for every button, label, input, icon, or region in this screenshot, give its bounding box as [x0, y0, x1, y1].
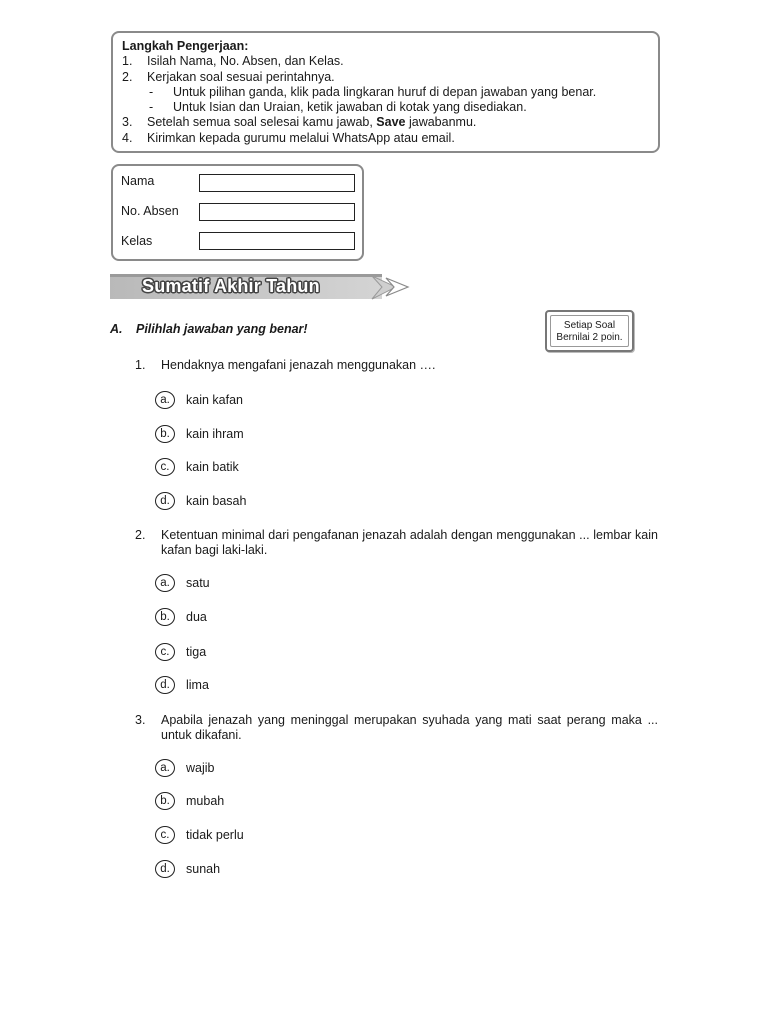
option-letter-circle[interactable]: d.: [155, 676, 175, 694]
option-b[interactable]: [155, 423, 244, 445]
question-number: 2.: [135, 528, 146, 542]
option-letter-circle[interactable]: d.: [155, 860, 175, 878]
option-d[interactable]: [155, 858, 220, 880]
name-input[interactable]: [199, 174, 355, 192]
badge-line-1: Setiap Soal: [563, 320, 616, 331]
option-a[interactable]: [155, 389, 243, 411]
option-text: sunah: [186, 862, 221, 876]
option-text: kain basah: [186, 494, 247, 508]
option-text: wajib: [186, 761, 215, 775]
option-letter-circle[interactable]: a.: [155, 391, 175, 409]
step-number: 2.: [122, 69, 133, 84]
step-text-post: jawabanmu.: [405, 115, 477, 130]
option-letter-circle[interactable]: a.: [155, 759, 175, 777]
option-c[interactable]: [155, 641, 206, 663]
step-text-bold: Save: [376, 115, 406, 130]
question-number: 1.: [135, 358, 146, 372]
substep-dash: -: [149, 100, 154, 115]
option-letter-circle[interactable]: b.: [155, 608, 175, 626]
kelas-label: Kelas: [121, 234, 153, 248]
instruction-step: [122, 115, 649, 130]
option-letter-circle[interactable]: a.: [155, 574, 175, 592]
banner-title: Sumatif Akhir Tahun: [142, 276, 320, 296]
option-letter-circle[interactable]: c.: [155, 643, 175, 661]
step-number: 3.: [122, 115, 133, 130]
instruction-substep: [122, 85, 649, 100]
substep-text: Untuk pilihan ganda, klik pada lingkaran huruf di depan jawaban yang benar.: [173, 84, 597, 99]
option-letter-circle[interactable]: b.: [155, 425, 175, 443]
option-letter-circle[interactable]: c.: [155, 826, 175, 844]
option-text: mubah: [186, 794, 225, 808]
option-c[interactable]: [155, 456, 239, 478]
step-text: Isilah Nama, No. Absen, dan Kelas.: [147, 54, 344, 69]
section-title: Pilihlah jawaban yang benar!: [136, 322, 308, 336]
section-a-heading: [110, 322, 308, 336]
step-text: Kerjakan soal sesuai perintahnya.: [147, 69, 335, 84]
instructions-title: Langkah Pengerjaan:: [122, 39, 249, 53]
option-text: dua: [186, 610, 207, 624]
step-number: 1.: [122, 54, 133, 69]
step-text: [147, 115, 476, 130]
option-d[interactable]: [155, 674, 209, 696]
step-text-pre: Setelah semua soal selesai kamu jawab,: [147, 115, 377, 130]
identity-box: [111, 164, 364, 261]
absen-input[interactable]: [199, 203, 355, 221]
substep-dash: -: [149, 84, 154, 99]
step-text: Kirimkan kepada gurumu melalui WhatsApp atau email.: [147, 130, 455, 145]
instruction-substep: [122, 100, 649, 115]
option-b[interactable]: [155, 606, 207, 628]
step-number: 4.: [122, 130, 133, 145]
question-text: Hendaknya mengafani jenazah menggunakan ….: [161, 358, 436, 372]
option-text: kain kafan: [186, 393, 243, 407]
section-banner: [110, 274, 410, 302]
points-badge: [545, 310, 634, 352]
instruction-step: [122, 70, 649, 85]
option-d[interactable]: [155, 490, 246, 512]
option-text: tidak perlu: [186, 828, 244, 842]
option-b[interactable]: [155, 790, 224, 812]
name-label: Nama: [121, 174, 155, 188]
absen-label: No. Absen: [121, 204, 179, 218]
option-text: kain ihram: [186, 427, 244, 441]
question-number: 3.: [135, 713, 146, 727]
instruction-step: [122, 131, 649, 146]
instruction-step: [122, 54, 649, 69]
option-text: kain batik: [186, 460, 239, 474]
question-text: Apabila jenazah yang meninggal merupakan syuhada yang mati saat perang maka ... untuk dikafani.: [161, 713, 658, 742]
option-letter-circle[interactable]: b.: [155, 792, 175, 810]
option-letter-circle[interactable]: c.: [155, 458, 175, 476]
kelas-input[interactable]: [199, 232, 355, 250]
instructions-box: [111, 31, 660, 153]
option-c[interactable]: [155, 824, 244, 846]
option-a[interactable]: [155, 572, 210, 594]
option-letter-circle[interactable]: d.: [155, 492, 175, 510]
substep-text: Untuk Isian dan Uraian, ketik jawaban di kotak yang disediakan.: [173, 100, 527, 115]
badge-line-2: Bernilai 2 poin.: [556, 332, 623, 343]
section-letter: A.: [110, 322, 123, 336]
option-text: lima: [186, 678, 209, 692]
option-text: satu: [186, 576, 210, 590]
question-text: Ketentuan minimal dari pengafanan jenazah adalah dengan menggunakan ... lembar kain kafan bagi laki-laki.: [161, 528, 658, 557]
option-text: tiga: [186, 645, 207, 659]
option-a[interactable]: [155, 757, 215, 779]
